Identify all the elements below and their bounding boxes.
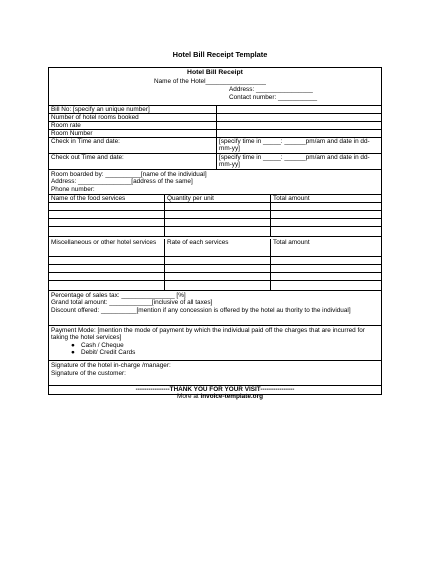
room-number-row: [49, 129, 381, 137]
payment-options: [49, 342, 381, 357]
signature-block: [49, 360, 381, 385]
thank-you-row: ----------------THANK YOU FOR YOUR VISIT----------------: [49, 385, 381, 394]
food-col-qty: Quantity per unit: [164, 195, 270, 202]
rooms-booked-value: [216, 114, 381, 121]
bill-number-row: [49, 105, 381, 113]
bill-number-value: [216, 106, 381, 113]
rooms-booked-label: Number of hotel rooms booked: [51, 114, 139, 121]
checkout-value: [specify time in _____: ______pm/am and date in dd-mm-yy]: [216, 154, 381, 169]
misc-col-name: Miscellaneous or other hotel services: [51, 239, 157, 246]
checkout-label: Check out Time and date:: [51, 154, 124, 161]
payment-option-card: ● Debit/ Credit Cards: [71, 349, 136, 357]
food-col-total: Total amount: [270, 195, 381, 202]
totals-block: [49, 290, 381, 325]
customer-signature-field: Signature of the customer:: [51, 370, 126, 378]
hotel-name-field: Name of the Hotel_________________: [154, 78, 266, 85]
payment-mode-text: Payment Mode: [mention the mode of payment by which the individual paid off the charges that are incurred for taking the hotel services]: [51, 327, 365, 342]
payment-block: [49, 325, 381, 360]
room-rate-label: Room rate: [51, 122, 81, 129]
rooms-booked-row: [49, 113, 381, 121]
room-number-label: Room Number: [51, 130, 93, 137]
guest-address-field: Address: _______________[address of the same]: [51, 178, 193, 186]
incharge-signature-field: Signature of the hotel in-charge /manager:: [51, 362, 171, 369]
receipt-form: [48, 67, 382, 395]
misc-header-row: [49, 236, 381, 256]
phone-number-field: Phone number:: [51, 185, 95, 193]
bullet-icon: ●: [71, 349, 75, 357]
sales-tax-field: Percentage of sales tax: _______________ [%]: [51, 292, 186, 299]
food-row: [49, 210, 381, 218]
checkin-value: [specify time in _____: ______pm/am and date in dd-mm-yy]: [216, 138, 381, 153]
guest-block: [49, 169, 381, 194]
footer-more: [0, 393, 440, 400]
food-header-row: [49, 194, 381, 202]
food-row: [49, 202, 381, 210]
checkin-label: Check in Time and date:: [51, 138, 120, 145]
food-col-name: Name of the food services: [51, 195, 126, 202]
misc-row: [49, 280, 381, 290]
page-title: Hotel Bill Receipt Template: [172, 50, 268, 59]
payment-option-cash: ● Cash / Cheque: [71, 341, 124, 349]
receipt-header: [49, 68, 381, 105]
misc-row: [49, 256, 381, 264]
checkin-row: [49, 137, 381, 153]
footer-link[interactable]: invoice-template.org: [200, 393, 263, 400]
food-row: [49, 218, 381, 226]
misc-row: [49, 264, 381, 272]
bill-number-label: Bill No: [specify an unique number]: [51, 106, 150, 113]
checkout-row: [49, 153, 381, 169]
grand-total-field: Grand total amount: ____________[inclusive of all taxes]: [51, 299, 213, 307]
contact-number-field: Contact number: ___________: [229, 94, 318, 101]
boarded-by-field: Room boarded by: __________[name of the individual]: [51, 171, 207, 178]
misc-col-total: Total amount: [270, 239, 381, 256]
receipt-title: Hotel Bill Receipt: [187, 69, 243, 76]
misc-row: [49, 272, 381, 280]
hotel-address-field: Address: ________________: [229, 86, 313, 93]
room-number-value: [216, 130, 381, 137]
room-rate-row: [49, 121, 381, 129]
bullet-icon: ●: [71, 341, 75, 349]
misc-col-rate: Rate of each services: [164, 239, 270, 256]
discount-field: Discount offered: __________[mention if any concession is offered by the hotel au thority to the individual]: [51, 306, 351, 314]
food-row: [49, 226, 381, 236]
footer-prefix: More at: [177, 393, 201, 400]
room-rate-value: [216, 122, 381, 129]
